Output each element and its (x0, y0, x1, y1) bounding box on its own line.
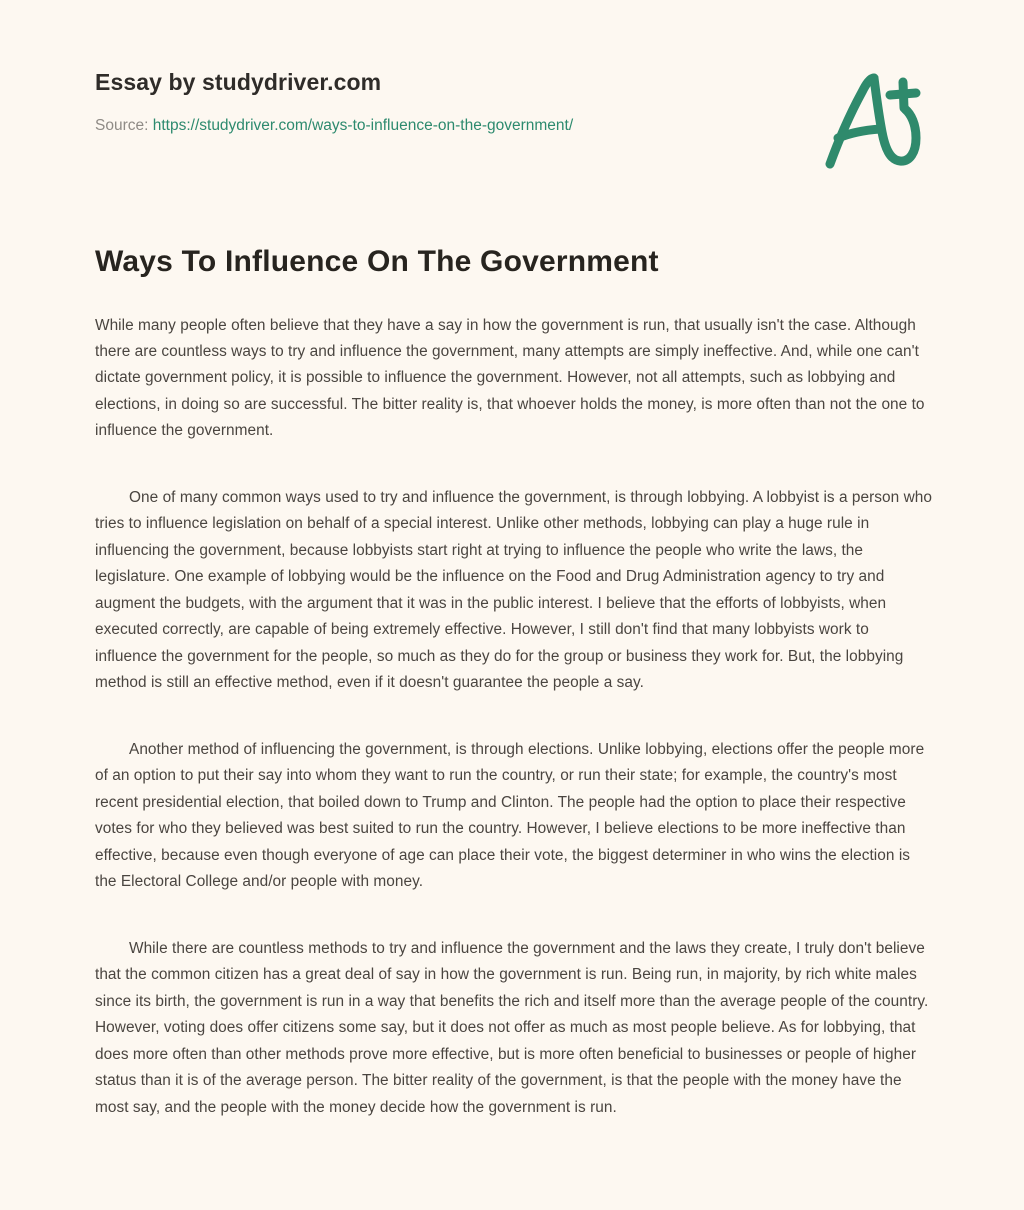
header-meta-block (95, 68, 735, 137)
paragraph-3: Another method of influencing the government, is through elections. Unlike lobbying, elections offer the people more of an option to put their say into whom they want to run the country, or run their state; for example, the country's most recent presidential election, that boiled down to Trump and Clinton. The people had the option to place their respective votes for who they believed was best suited to run the country. However, I believe elections to be more ineffective than effective, because even though everyone of age can place their vote, the biggest determiner in who wins the election is the Electoral College and/or people with money. (95, 740, 925, 891)
source-line (95, 116, 735, 137)
paragraph-2: One of many common ways used to try and influence the government, is through lobbying. A lobbyist is a person who tries to influence legislation on behalf of a special interest. Unlike other methods, lobbying can play a huge rule in influencing the government, because lobbyists start right at trying to influence the people who write the laws, the legislature. One example of lobbying would be the influence on the Food and Drug Administration agency to try and augment the budgets, with the argument that it was in the public interest. I believe that the efforts of lobbyists, when executed correctly, are capable of being extremely effective. However, I still don't find that many lobbyists work to influence the government for the people, so much as they do for the group or business they work for. But, the lobbying method is still an effective method, even if it doesn't guarantee the people a say. (95, 488, 932, 692)
source-url-link[interactable]: https://studydriver.com/ways-to-influence-on-the-government/ (152, 116, 574, 134)
paragraph-1: While many people often believe that they have a say in how the government is run, that usually isn't the case. Although there are countless ways to try and influence the government, many attempts are simply ineffective. And, while one can't dictate government policy, it is possible to influence the government. However, not all attempts, such as lobbying and elections, in doing so are successful. The bitter reality is, that whoever holds the money, is more often than not the one to influence the government. (95, 316, 925, 440)
brand-byline: Essay by studydriver.com (95, 69, 382, 95)
source-label: Source: (95, 116, 149, 134)
article-body (95, 313, 933, 1122)
a-plus-logo-icon (812, 68, 932, 173)
a-plus-logo (812, 68, 932, 173)
page-title: Ways To Influence On The Government (95, 245, 659, 278)
article-container (95, 243, 933, 1121)
document-header (0, 0, 1024, 200)
paragraph-4: While there are countless methods to try and influence the government and the laws they create, I truly don't believe that the common citizen has a great deal of say in how the government is run. Being run, in majority, by rich white males since its birth, the government is run in a way that benefits the rich and itself more than the average people of the country. However, voting does offer citizens some say, but it does not offer as much as most people believe. As for lobbying, that does more often than other methods prove more effective, but is more often beneficial to businesses or people of higher status than it is of the average person. The bitter reality of the government, is that the people with the money have the most say, and the people with the money decide how the government is run. (95, 939, 929, 1116)
